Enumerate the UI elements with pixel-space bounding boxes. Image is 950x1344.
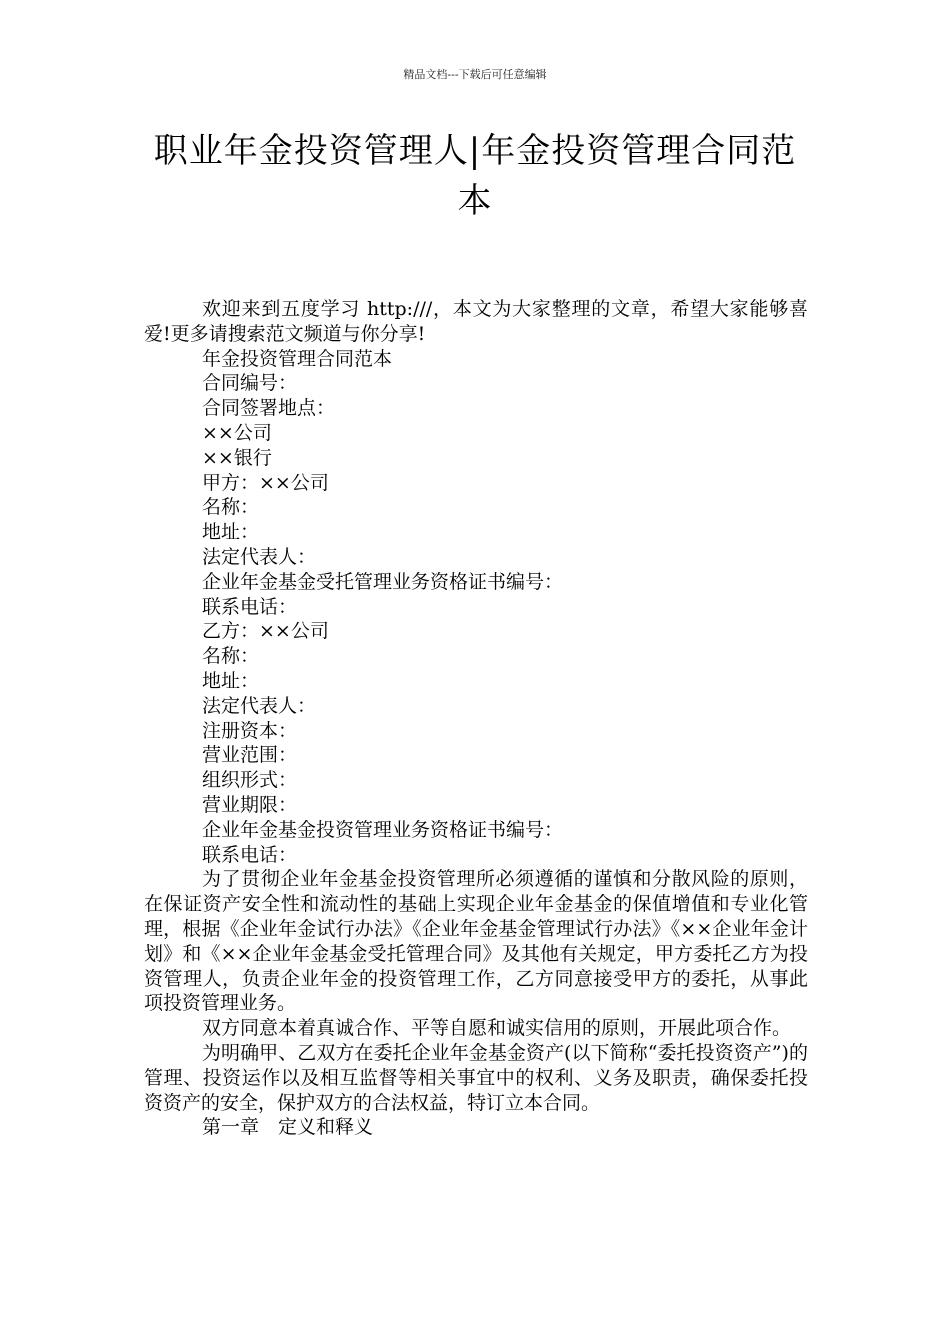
purpose-paragraph: 为了贯彻企业年金基金投资管理所必须遵循的谨慎和分散风险的原则，在保证资产安全性和流动性的基础上实现企业年金基金的保值增值和专业化管理，根据《企业年金试行办法》《企业年金基金管理试行办法》《××企业年金计划》和《××企业年金基金受托管理合同》及其他有关规定，甲方委托乙方为投资管理人，负责企业年金的投资管理工作，乙方同意接受甲方的委托，从事此项投资管理业务。 — [144, 868, 808, 1015]
field-contract-number: 合同编号： — [202, 372, 298, 395]
contract-heading: 年金投资管理合同范本 — [202, 347, 393, 370]
party-b-legal-rep: 法定代表人： — [202, 694, 317, 717]
principle-paragraph: 双方同意本着真诚合作、平等自愿和诚实信用的原则，开展此项合作。 — [202, 1017, 792, 1040]
party-b-business-scope: 营业范围： — [202, 744, 298, 767]
party-bank: ××银行 — [202, 446, 272, 469]
party-a-name: 名称： — [202, 496, 260, 519]
field-signing-place: 合同签署地点： — [202, 397, 336, 420]
party-b-name: 名称： — [202, 645, 260, 668]
party-b-certificate: 企业年金基金投资管理业务资格证书编号： — [202, 818, 564, 841]
party-a-phone: 联系电话： — [202, 595, 298, 618]
party-a-address: 地址： — [202, 521, 260, 544]
party-a-certificate: 企业年金基金受托管理业务资格证书编号： — [202, 570, 564, 593]
party-b-org-form: 组织形式： — [202, 769, 298, 792]
party-a-legal-rep: 法定代表人： — [202, 545, 317, 568]
chapter-one-heading: 第一章 定义和释义 — [202, 1116, 374, 1139]
party-b-registered-capital: 注册资本： — [202, 719, 298, 742]
rights-paragraph: 为明确甲、乙双方在委托企业年金基金资产(以下简称“委托投资资产”)的管理、投资运作以及相互监督等相关事宜中的权利、义务及职责，确保委托投资资产的安全，保护双方的合法权益，特订立本合同。 — [144, 1041, 808, 1114]
party-b-address: 地址： — [202, 669, 260, 692]
party-b-phone: 联系电话： — [202, 843, 298, 866]
intro-paragraph: 欢迎来到五度学习 http:///，本文为大家整理的文章，希望大家能够喜爱!更多请搜索范文频道与你分享! — [144, 298, 808, 345]
page-header: 精品文档---下载后可任意编辑 — [403, 68, 547, 81]
document-title: 职业年金投资管理人|年金投资管理合同范本 — [153, 131, 797, 221]
document-body — [144, 297, 808, 1140]
party-a-heading: 甲方：××公司 — [202, 471, 329, 494]
party-b-heading: 乙方：××公司 — [202, 620, 329, 643]
party-b-business-term: 营业期限： — [202, 793, 298, 816]
party-company: ××公司 — [202, 421, 272, 444]
